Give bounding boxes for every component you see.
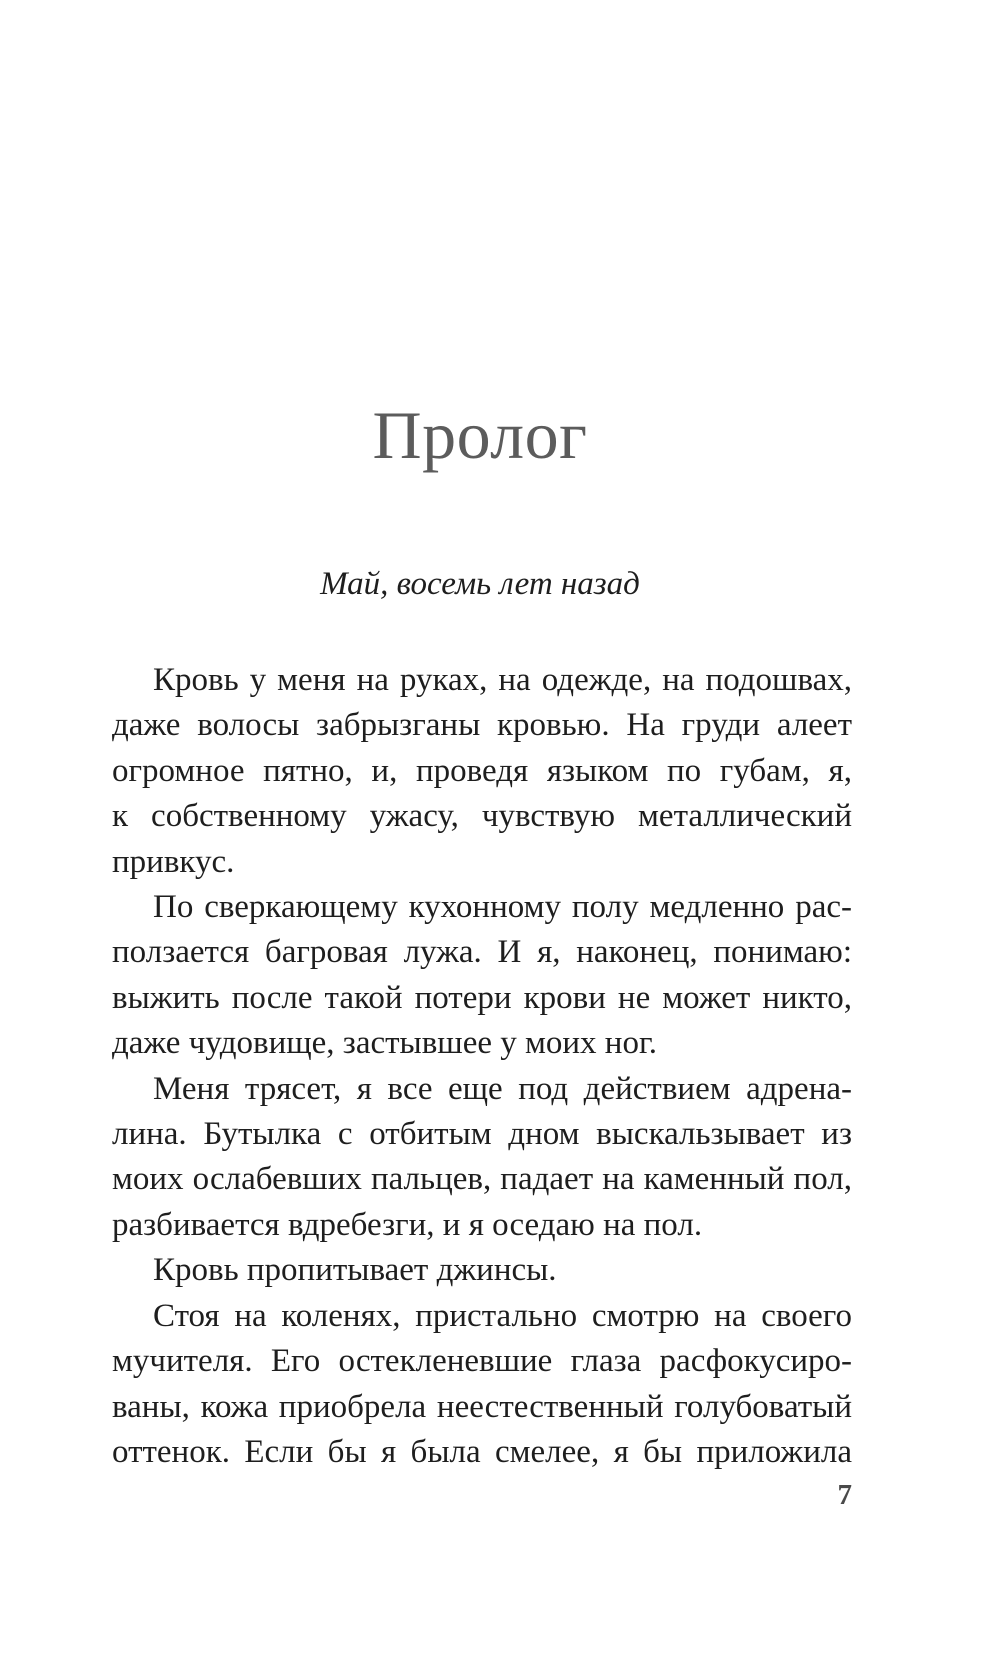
- text-line: даже чудовище, застывшее у моих ног.: [112, 1025, 658, 1062]
- text-line: огромное пятно, и, проведя языком по губам, я,: [112, 752, 852, 789]
- text-line: Кровь у меня на руках, на одежде, на подошвах,: [153, 662, 852, 698]
- text-line: По сверкающему кухонному полу медленно рас-: [153, 889, 852, 926]
- text-line: моих ослабевших пальцев, падает на каменный пол,: [112, 1161, 852, 1198]
- text-line: ползается багровая лужа. И я, наконец, понимаю:: [112, 934, 852, 971]
- text-line: выжить после такой потери крови не может никто,: [112, 979, 852, 1016]
- text-line: оттенок. Если бы я была смелее, я бы приложила: [112, 1433, 852, 1470]
- text-line: даже волосы забрызганы кровью. На груди алеет: [112, 707, 852, 744]
- chapter-epigraph: Май, восемь лет назад: [320, 566, 640, 602]
- text-line: ваны, кожа приобрела неестественный голубоватый: [112, 1388, 852, 1425]
- text-line: мучителя. Его остекленевшие глаза расфокусиро-: [112, 1343, 852, 1380]
- text-line: привкус.: [112, 843, 235, 880]
- text-line: лина. Бутылка с отбитым дном выскальзывает из: [112, 1116, 852, 1153]
- chapter-title: Пролог: [372, 397, 588, 473]
- text-line: разбивается вдребезги, и я оседаю на пол.: [112, 1206, 703, 1243]
- text-line: к собственному ужасу, чувствую металлический: [112, 798, 852, 835]
- text-line: Стоя на коленях, пристально смотрю на своего: [153, 1297, 852, 1334]
- page-number: 7: [837, 1479, 852, 1511]
- body-text: [112, 658, 852, 1475]
- text-line: Кровь пропитывает джинсы.: [153, 1252, 557, 1289]
- text-line: Меня трясет, я все еще под действием адрена-: [153, 1070, 852, 1107]
